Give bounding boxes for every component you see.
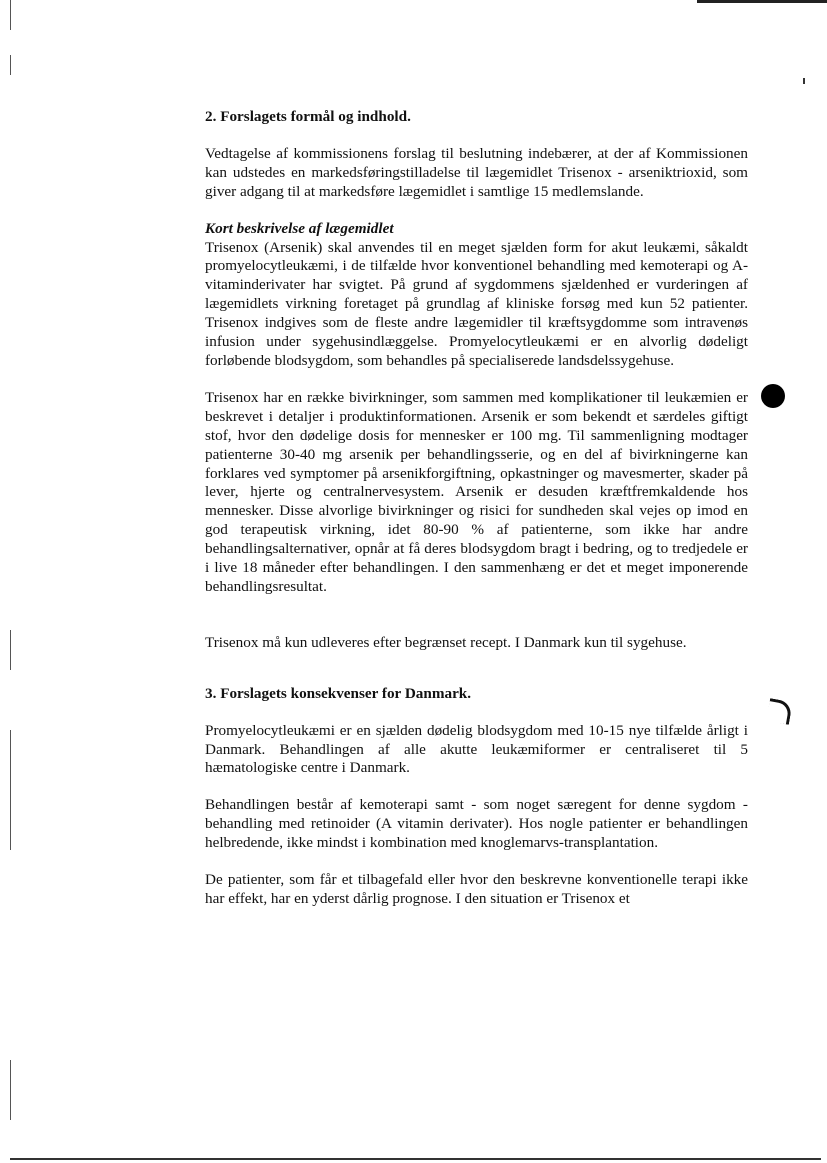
scan-edge-bottom (10, 1158, 821, 1160)
punch-hole-mark (761, 384, 785, 408)
side-effects-paragraph: Trisenox har en række bivirkninger, som sammen med komplikationer til leukæmien er beskrevet i detaljer i produktinformationen. Arsenik er som bekendt et særdeles giftigt stof, hvor den dødelige dosis for mennesker er 100 mg. Til sammenligning modtager patienterne 30-40 mg arsenik per behandlingsserie, og en del af bivirkningerne kan forklares ved symptomer på arsenikforgiftning, opkastninger og mavesmerter, skader på lever, hjerte og centralnervesystem. Arsenik er desuden kræftfremkaldende hos mennesker. Disse alvorlige bivirkninger og risici for sundheden skal vejes op imod en god terapeutisk virkning, idet 80-90 % af patienterne, som ikke har andre behandlingsalternativer, opnår at få deres blodsygdom bragt i bedring, og to tredjedele er i live 18 måneder efter behandlingen. I den sammenhæng er det et meget imponerende behandlingsresultat. (205, 388, 748, 595)
section-2-heading: 2. Forslagets formål og indhold. (205, 108, 411, 125)
scan-speck (803, 78, 805, 84)
section-2-intro-paragraph: Vedtagelse af kommissionens forslag til beslutning indebærer, at der af Kommissionen kan udstedes en markedsføringstilladelse til lægemidlet Trisenox - arseniktrioxid, som giver adgang til at markedsføre lægemidlet i samtlige 15 medlemslande. (205, 144, 748, 200)
document-body (205, 108, 748, 909)
scan-margin-mark (10, 1060, 11, 1120)
section-3-paragraph-2: Behandlingen består af kemoterapi samt - som noget særegent for denne sygdom - behandling med retinoider (A vitamin derivater). Hos nogle patienter er behandlingen helbredende, ikke mindst i kombination med knoglemarvs-transplantation. (205, 796, 748, 852)
section-3-paragraph-1: Promyelocytleukæmi er en sjælden dødelig blodsygdom med 10-15 nye tilfælde årligt i Danmark. Behandlingen af alle akutte leukæmiformer er centraliseret til 5 hæmatologiske centre i Danmark. (205, 721, 748, 777)
scan-margin-mark (10, 630, 11, 670)
prescription-note: Trisenox må kun udleveres efter begrænset recept. I Danmark kun til sygehuse. (205, 633, 687, 651)
scan-edge-top (697, 0, 827, 3)
scan-margin-mark (10, 0, 11, 30)
section-3-heading: 3. Forslagets konsekvenser for Danmark. (205, 684, 472, 702)
drug-description-paragraph: Trisenox (Arsenik) skal anvendes til en meget sjælden form for akut leukæmi, såkaldt promyelocytleukæmi, i de tilfælde hvor konventionel behandling med kemoterapi og A-vitaminderivater har svigtet. På grund af sygdommens sjældenhed er vurderingen af lægemidlets virkning foretaget på grundlag af kliniske forsøg med kun 52 patienter. Trisenox indgives som de fleste andre lægemidler til kræftsygdomme som intravenøs infusion under sygehusindlæggelse. Promyelocytleukæmi er en alvorlig dødeligt forløbende blodsygdom, som behandles på specialiserede landsdelssygehuse. (205, 238, 748, 369)
scan-margin-mark (10, 55, 11, 75)
drug-description-subheading: Kort beskrivelse af lægemidlet (205, 219, 394, 237)
scan-margin-mark (10, 730, 11, 850)
section-3-paragraph-3: De patienter, som får et tilbagefald eller hvor den beskrevne konventionelle terapi ikke har effekt, har en yderst dårlig prognose. I den situation er Trisenox et (205, 871, 748, 907)
staple-mark (766, 698, 793, 725)
